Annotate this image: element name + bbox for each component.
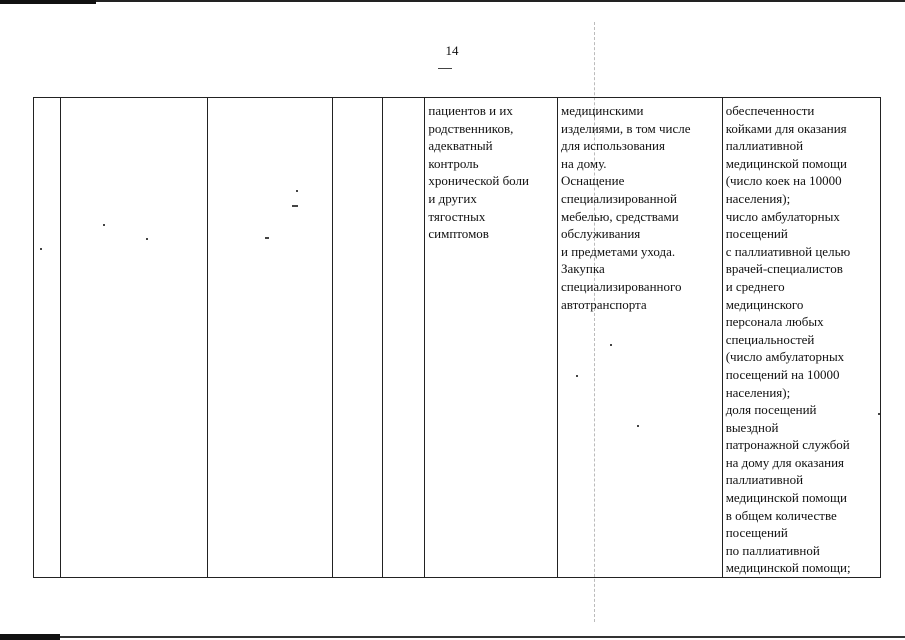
scan-speck bbox=[40, 248, 42, 250]
page-number: 14 bbox=[445, 43, 459, 58]
scan-speck bbox=[878, 413, 880, 415]
text-line: медицинской помощи bbox=[725, 490, 847, 506]
scan-speck bbox=[265, 237, 269, 239]
goals-text bbox=[428, 102, 554, 243]
text-line: (число коек на 10000 bbox=[725, 173, 842, 189]
cell-col-4 bbox=[333, 98, 382, 578]
text-line: Оснащение bbox=[561, 173, 625, 189]
bottom-edge-line bbox=[0, 636, 905, 638]
cell-col-8 bbox=[722, 98, 880, 578]
cell-col-5 bbox=[382, 98, 425, 578]
text-line: с паллиативной целью bbox=[725, 243, 851, 259]
text-line: обеспеченности bbox=[725, 103, 815, 118]
indicators-text bbox=[726, 102, 877, 577]
text-line: посещений на 10000 bbox=[725, 366, 840, 382]
cell-col-1 bbox=[34, 98, 61, 578]
bottom-edge-mark bbox=[0, 634, 60, 640]
cell-col-2 bbox=[60, 98, 208, 578]
table-row bbox=[34, 98, 881, 578]
text-line: посещений bbox=[725, 525, 788, 541]
text-line: автотранспорта bbox=[561, 296, 647, 312]
top-edge-mark bbox=[0, 0, 96, 4]
text-line: адекватный bbox=[428, 138, 493, 154]
text-line: выездной bbox=[725, 419, 779, 435]
text-line: и предметами ухода. bbox=[561, 243, 676, 259]
text-line: специализированного bbox=[561, 278, 682, 294]
text-line: населения); bbox=[725, 384, 791, 400]
text-line: персонала любых bbox=[725, 314, 824, 330]
text-line: специальностей bbox=[725, 331, 815, 347]
document-table bbox=[33, 97, 881, 578]
scan-speck bbox=[146, 238, 148, 240]
text-line: паллиативной bbox=[725, 472, 804, 488]
scan-speck bbox=[103, 224, 105, 226]
text-line: врачей-специалистов bbox=[725, 261, 843, 277]
text-line: пациентов и их bbox=[428, 103, 513, 118]
text-line: медицинской помощи; bbox=[725, 560, 851, 576]
text-line: медицинской помощи bbox=[725, 155, 847, 171]
text-line: специализированной bbox=[561, 190, 677, 206]
text-line: и среднего bbox=[725, 278, 785, 294]
text-line: доля посещений bbox=[725, 402, 817, 418]
scan-speck bbox=[610, 344, 612, 346]
text-line: в общем количестве bbox=[725, 507, 837, 523]
text-line: и других bbox=[428, 190, 477, 206]
scan-speck bbox=[296, 190, 298, 192]
text-line: мебелью, средствами bbox=[561, 208, 679, 224]
scan-speck bbox=[576, 375, 578, 377]
text-line: тягостных bbox=[428, 208, 486, 224]
text-line: контроль bbox=[428, 155, 479, 171]
text-line: по паллиативной bbox=[725, 542, 820, 558]
scan-speck bbox=[637, 425, 639, 427]
text-line: хронической боли bbox=[428, 173, 529, 189]
text-line: населения); bbox=[725, 190, 791, 206]
text-line: симптомов bbox=[428, 226, 489, 242]
cell-col-6 bbox=[425, 98, 558, 578]
text-line: посещений bbox=[725, 226, 788, 242]
measures-text bbox=[561, 102, 719, 313]
text-line: медицинскими bbox=[561, 103, 644, 118]
text-line: изделиями, в том числе bbox=[561, 120, 691, 136]
text-line: паллиативной bbox=[725, 138, 804, 154]
text-line: койками для оказания bbox=[725, 120, 847, 136]
text-line: на дому для оказания bbox=[725, 454, 845, 470]
text-line: обслуживания bbox=[561, 226, 641, 242]
cell-col-7 bbox=[558, 98, 723, 578]
scan-speck bbox=[292, 205, 298, 207]
text-line: на дому. bbox=[561, 155, 607, 171]
text-line: патронажной службой bbox=[725, 437, 850, 453]
text-line: Закупка bbox=[561, 261, 605, 277]
top-edge-line bbox=[0, 0, 905, 2]
text-line: медицинского bbox=[725, 296, 804, 312]
text-line: (число амбулаторных bbox=[725, 349, 845, 365]
text-line: родственников, bbox=[428, 120, 514, 136]
text-line: число амбулаторных bbox=[725, 208, 840, 224]
cell-col-3 bbox=[208, 98, 333, 578]
scan-speck bbox=[438, 68, 452, 69]
text-line: для использования bbox=[561, 138, 665, 154]
